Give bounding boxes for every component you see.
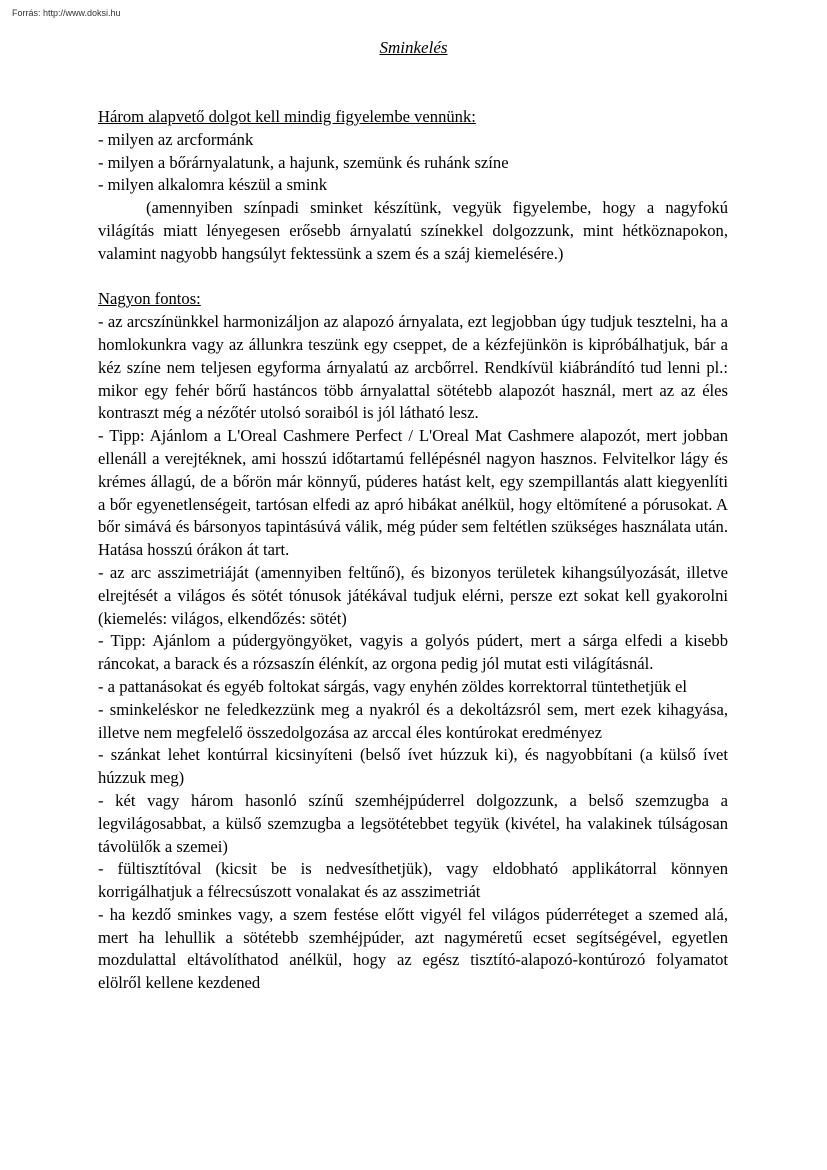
source-label: Forrás: http://www.doksi.hu bbox=[12, 8, 121, 18]
list-item: - Tipp: Ajánlom a L'Oreal Cashmere Perfect / L'Oreal Mat Cashmere alapozót, mert jobban ellenáll a verejtéknek, ami hosszú időtartamú fellépésnél nagyon hasznos. Felvitelkor lágy és krémes állagú, de a bőrön már könnyű, púderes hatást kelt, egy szempillantás alatt kiegyenlíti a bőr egyenetlenségeit, tartósan elfedi az apró hibákat anélkül, hogy eltömítené a pórusokat. A bőr simává és bársonyos tapintásúvá válik, még púder sem feltétlen szükséges használata után. Hatása hosszú órákon át tart. bbox=[98, 426, 728, 560]
list-item: - két vagy három hasonló színű szemhéjpúderrel dolgozzunk, a belső szemzugba a legvilágosabbat, a külső szemzugba a legsötétebbet tegyük (kivétel, ha valakinek túlságosan távolülők a szemei) bbox=[98, 790, 728, 856]
list-item: - szánkat lehet kontúrral kicsinyíteni (belső ívet húzzuk ki), és nagyobbítani (a külső ívet húzzuk meg) bbox=[98, 745, 728, 788]
section1-heading: Három alapvető dolgot kell mindig figyelembe vennünk: bbox=[98, 107, 476, 126]
list-item: - ha kezdő sminkes vagy, a szem festése előtt vigyél fel világos púderréteget a szemed alá, mert ha lehullik a sötétebb szemhéjpúder, azt nagyméretű ecset segítségével, egyetlen mozdulattal eltávolíthatod anélkül, hogy az egész tisztító-alapozó-kontúrozó folyamatot elölről kellene kezdened bbox=[98, 904, 728, 993]
page-title: Sminkelés bbox=[379, 38, 448, 57]
list-item: - fültisztítóval (kicsit be is nedvesíthetjük), vagy eldobható applikátorral könnyen korrigálhatjuk a félrecsúszott vonalakat és az asszimetriát bbox=[98, 859, 728, 902]
list-item: - milyen a bőrárnyalatunk, a hajunk, szemünk és ruhánk színe bbox=[98, 152, 509, 172]
list-item: - az arc asszimetriáját (amennyiben feltűnő), és bizonyos területek kihangsúlyozását, illetve elrejtését a világos és sötét tónusok játékával tudjuk elérni, persze ezt sokat kell gyakorolni (kiemelés: világos, elkendőzés: sötét) bbox=[98, 562, 728, 628]
list-item: - sminkeléskor ne feledkezzünk meg a nyakról és a dekoltázsról sem, mert ezek kihagyása, illetve nem megfelelő összedolgozása az arccal éles kontúrokat eredményez bbox=[98, 699, 728, 742]
list-item: - a pattanásokat és egyéb foltokat sárgás, vagy enyhén zöldes korrektorral tüntethetjük el bbox=[98, 676, 688, 696]
list-item: - Tipp: Ajánlom a púdergyöngyöket, vagyis a golyós púdert, mert a sárga elfedi a kisebb ráncokat, a barack és a rózsaszín élénkít, az orgona pedig jól mutat esti világításnál. bbox=[98, 631, 728, 674]
list-item: - az arcszínünkkel harmonizáljon az alapozó árnyalata, ezt legjobban úgy tudjuk tesztelni, ha a homlokunkra vagy az állunkra teszünk egy cseppet, de a kézfejünkön is kipróbálhatjuk, bár a kéz színe nem teljesen egyforma árnyalatú az arcbőrrel. Rendkívül kiábrándító tud lenni pl.: mikor egy fehér bőrű hastáncos több árnyalattal sötétebb alapozót használ, mert az az éles kontraszt még a nézőtér utolsó soraiból is jól látható lesz. bbox=[98, 312, 728, 423]
document-body bbox=[98, 106, 728, 995]
list-item: - milyen az arcformánk bbox=[98, 129, 254, 149]
section2-heading: Nagyon fontos: bbox=[98, 289, 201, 309]
list-item: - milyen alkalomra készül a smink bbox=[98, 175, 328, 195]
section1-note: (amennyiben színpadi sminket készítünk, vegyük figyelembe, hogy a nagyfokú világítás miatt lényegesen erősebb árnyalatú színekkel dolgozzunk, mint hétköznapokon, valamint nagyobb hangsúlyt fektessünk a szem és a száj kiemelésére.) bbox=[98, 198, 728, 263]
